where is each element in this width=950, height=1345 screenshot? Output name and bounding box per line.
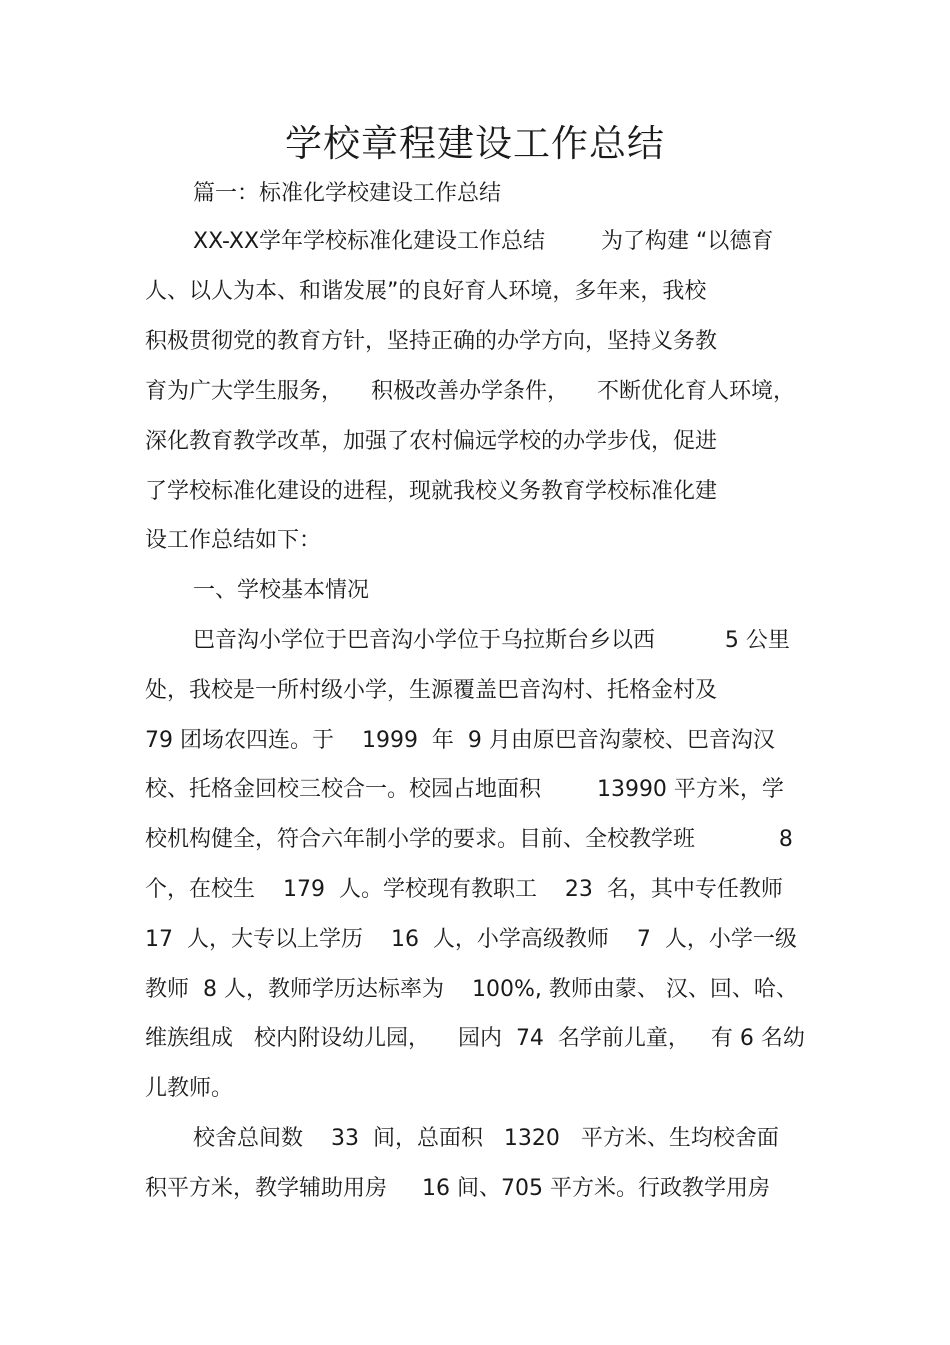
- paragraph-line: 79 团场农四连。于 1999 年 9 月由原巴音沟蒙校、巴音沟汉: [145, 728, 775, 753]
- section-heading-basic-info: 一、学校基本情况: [193, 578, 370, 603]
- paragraph-line: 处，我校是一所村级小学，生源覆盖巴音沟村、托格金村及: [145, 678, 718, 703]
- section-heading-part-one: 篇一：标准化学校建设工作总结: [193, 181, 502, 206]
- paragraph-line: 个，在校生 179 人。学校现有教职工 23 名，其中专任教师: [145, 877, 783, 902]
- paragraph-line: 巴音沟小学位于巴音沟小学位于乌拉斯台乡以西 5 公里: [193, 628, 790, 653]
- document-title: 学校章程建设工作总结: [285, 122, 665, 165]
- paragraph-line: 教师 8 人，教师学历达标率为 100%, 教师由蒙、 汉、回、哈、: [145, 977, 798, 1002]
- paragraph-line: 校、托格金回校三校合一。校园占地面积 13990 平方米，学: [145, 777, 784, 802]
- paragraph-line: 人、以人为本、和谐发展”的良好育人环境，多年来，我校: [145, 279, 707, 304]
- paragraph-line: 维族组成 校内附设幼儿园， 园内 74 名学前儿童， 有 6 名幼: [145, 1026, 805, 1051]
- paragraph-line: 育为广大学生服务， 积极改善办学条件， 不断优化育人环境，: [145, 379, 795, 404]
- paragraph-line: 设工作总结如下：: [145, 528, 322, 553]
- paragraph-line: 深化教育教学改革，加强了农村偏远学校的办学步伐，促进: [145, 429, 718, 454]
- paragraph-line: 校舍总间数 33 间，总面积 1320 平方米、生均校舍面: [193, 1126, 779, 1151]
- paragraph-line: 了学校标准化建设的进程，现就我校义务教育学校标准化建: [145, 479, 718, 504]
- paragraph-line: 17 人，大专以上学历 16 人，小学高级教师 7 人，小学一级: [145, 927, 797, 952]
- paragraph-line: XX-XX学年学校标准化建设工作总结 为了构建 “以德育: [193, 229, 774, 254]
- paragraph-line: 儿教师。: [145, 1076, 234, 1101]
- paragraph-line: 积极贯彻党的教育方针，坚持正确的办学方向，坚持义务教: [145, 329, 718, 354]
- paragraph-line: 积平方米，教学辅助用房 16 间、705 平方米。行政教学用房: [145, 1176, 770, 1201]
- paragraph-line: 校机构健全，符合六年制小学的要求。目前、全校教学班 8: [145, 827, 793, 852]
